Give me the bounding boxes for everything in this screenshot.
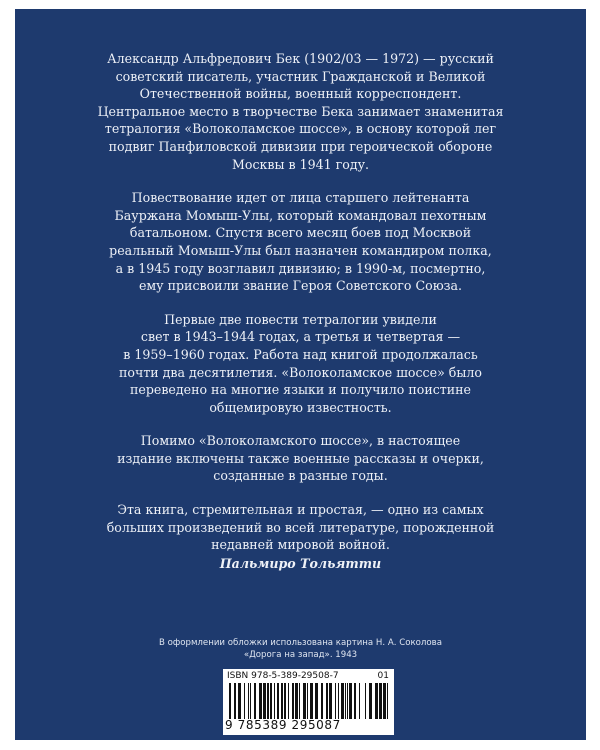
text-line: советский писатель, участник Гражданской и Великой	[115, 68, 486, 84]
text-line: Центральное место в творчестве Бека занимает знаменитая	[97, 103, 504, 119]
barcode-addon-code: 01	[377, 671, 389, 681]
text-line: тетралогия «Волоколамское шоссе», в основу которой лег	[104, 121, 497, 137]
ean-barcode-bars	[229, 683, 361, 719]
text-line: Повествование идет от лица старшего лейтенанта	[131, 190, 470, 206]
text-line: переведено на многие языки и получило поистине	[129, 382, 472, 398]
quote-line: больших произведений во всей литературе, порожденной	[106, 519, 495, 535]
book-back-cover	[15, 9, 586, 740]
text-line: Первые две повести тетралогии увидели	[164, 311, 437, 327]
paragraph-narrative	[15, 189, 586, 295]
barcode	[223, 669, 394, 735]
credits-line: В оформлении обложки использована картина Н. А. Соколова	[159, 638, 442, 648]
annotation-text	[15, 50, 586, 588]
text-line: свет в 1943–1944 годах, а третья и четвертая —	[140, 329, 461, 345]
quote-author: Пальмиро Тольятти	[219, 555, 382, 571]
text-line: Бауржана Момыш-Улы, который командовал пехотным	[114, 207, 487, 223]
paragraph-author-bio	[15, 50, 586, 173]
isbn-label: ISBN 978-5-389-29508-7	[227, 671, 339, 681]
ean-digits: 9 785389 295087	[225, 718, 341, 732]
text-line: батальоном. Спустя всего месяц боев под Москвой	[129, 225, 472, 241]
text-line: Москвы в 1941 году.	[231, 156, 369, 172]
text-line: Александр Альфредович Бек (1902/03 — 1972) — русский	[107, 51, 494, 66]
text-line: Отечественной войны, военный корреспондент.	[139, 86, 462, 102]
cover-art-credits	[15, 637, 586, 661]
paragraph-publication-history	[15, 311, 586, 417]
text-line: реальный Момыш-Улы был назначен командиром полка,	[109, 242, 492, 258]
quote-line: недавней мировой войной.	[211, 537, 390, 553]
text-line: ему присвоили звание Героя Советского Союза.	[138, 278, 463, 294]
quote	[15, 501, 586, 572]
text-line: в 1959–1960 годах. Работа над книгой продолжалась	[123, 346, 478, 362]
text-line: а в 1945 году возглавил дивизию; в 1990-м, посмертно,	[115, 260, 486, 276]
paragraph-edition-contents	[15, 432, 586, 485]
text-line: почти два десятилетия. «Волоколамское шоссе» было	[119, 364, 482, 380]
text-line: издание включены также военные рассказы и очерки,	[117, 450, 484, 466]
quote-line: Эта книга, стремительная и простая, — одно из самых	[117, 502, 484, 518]
text-line: общемировую известность.	[209, 399, 392, 415]
credits-line: «Дорога на запад». 1943	[243, 650, 358, 660]
addon-barcode-bars	[365, 683, 389, 719]
text-line: подвиг Панфиловской дивизии при героической обороне	[108, 138, 493, 154]
text-line: созданные в разные годы.	[213, 468, 388, 484]
text-line: Помимо «Волоколамского шоссе», в настоящее	[140, 433, 461, 449]
